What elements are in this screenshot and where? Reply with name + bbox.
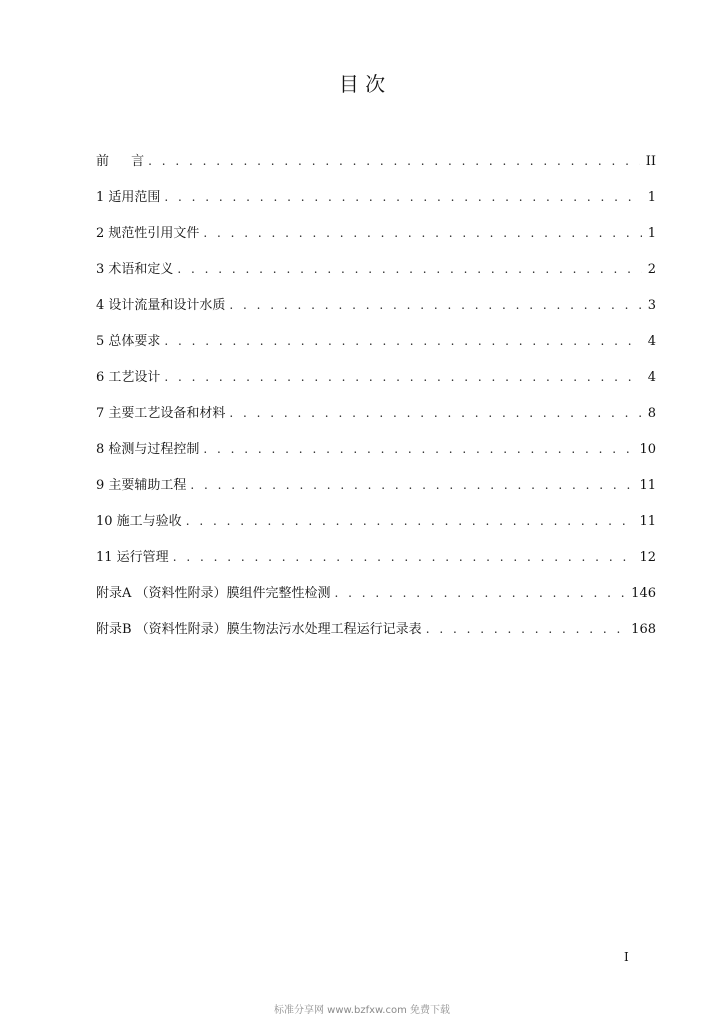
toc-dot-leader bbox=[229, 292, 641, 318]
toc-entry-9[interactable] bbox=[96, 472, 656, 508]
toc-entry-3[interactable] bbox=[96, 256, 656, 292]
toc-dot-leader bbox=[164, 184, 641, 210]
toc-entry-label: 8 检测与过程控制 bbox=[96, 442, 200, 457]
toc-dot-leader bbox=[426, 616, 625, 642]
toc-dot-leader bbox=[203, 436, 633, 462]
toc-entry-page: 11 bbox=[639, 478, 656, 493]
toc-entry-4[interactable] bbox=[96, 292, 656, 328]
toc-dot-leader bbox=[148, 148, 640, 174]
toc-entry-label: 1 适用范围 bbox=[96, 190, 161, 205]
toc-entry-page: 10 bbox=[639, 442, 656, 457]
toc-entry-page: 1 bbox=[647, 190, 656, 205]
toc-entry-2[interactable] bbox=[96, 220, 656, 256]
toc-dot-leader bbox=[186, 508, 634, 534]
toc-entry-appendix-b[interactable] bbox=[96, 616, 656, 652]
toc-entry-label: 2 规范性引用文件 bbox=[96, 226, 200, 241]
toc-entry-label: 9 主要辅助工程 bbox=[96, 478, 187, 493]
toc-entry-page: 3 bbox=[647, 298, 656, 313]
watermark: 标准分享网 www.bzfxw.com 免费下载 bbox=[274, 1005, 450, 1016]
toc-dot-leader bbox=[229, 400, 641, 426]
toc-dot-leader bbox=[177, 256, 641, 282]
toc-entry-page: 12 bbox=[639, 550, 656, 565]
table-of-contents bbox=[96, 148, 656, 652]
toc-dot-leader bbox=[164, 328, 641, 354]
toc-entry-8[interactable] bbox=[96, 436, 656, 472]
toc-entry-label: 3 术语和定义 bbox=[96, 262, 174, 277]
toc-entry-page: 8 bbox=[647, 406, 656, 421]
toc-dot-leader bbox=[173, 544, 634, 570]
toc-dot-leader bbox=[335, 580, 626, 606]
toc-entry-page: 11 bbox=[639, 514, 656, 529]
toc-entry-1[interactable] bbox=[96, 184, 656, 220]
toc-entry-6[interactable] bbox=[96, 364, 656, 400]
toc-entry-10[interactable] bbox=[96, 508, 656, 544]
toc-entry-page: 146 bbox=[631, 586, 656, 601]
toc-entry-page: 1 bbox=[647, 226, 656, 241]
toc-entry-label: 5 总体要求 bbox=[96, 334, 161, 349]
toc-entry-page: 4 bbox=[647, 334, 656, 349]
toc-dot-leader bbox=[164, 364, 641, 390]
toc-entry-page: II bbox=[645, 154, 656, 169]
toc-entry-label: 附录B （资料性附录）膜生物法污水处理工程运行记录表 bbox=[96, 622, 422, 637]
toc-entry-foreword[interactable] bbox=[96, 148, 656, 184]
page-title: 目 次 bbox=[338, 72, 386, 96]
toc-entry-5[interactable] bbox=[96, 328, 656, 364]
toc-entry-label: 7 主要工艺设备和材料 bbox=[96, 406, 226, 421]
toc-entry-label: 11 运行管理 bbox=[96, 550, 169, 565]
toc-entry-11[interactable] bbox=[96, 544, 656, 580]
toc-entry-label: 附录A （资料性附录）膜组件完整性检测 bbox=[96, 586, 331, 601]
toc-dot-leader bbox=[190, 472, 633, 498]
toc-entry-appendix-a[interactable] bbox=[96, 580, 656, 616]
page-number: I bbox=[624, 950, 629, 964]
toc-entry-page: 2 bbox=[647, 262, 656, 277]
toc-entry-label: 10 施工与验收 bbox=[96, 514, 182, 529]
toc-entry-page: 168 bbox=[631, 622, 656, 637]
toc-entry-label: 前 言 bbox=[96, 154, 145, 169]
toc-entry-7[interactable] bbox=[96, 400, 656, 436]
toc-entry-label: 4 设计流量和设计水质 bbox=[96, 298, 226, 313]
toc-dot-leader bbox=[203, 220, 641, 246]
toc-entry-page: 4 bbox=[647, 370, 656, 385]
toc-entry-label: 6 工艺设计 bbox=[96, 370, 161, 385]
